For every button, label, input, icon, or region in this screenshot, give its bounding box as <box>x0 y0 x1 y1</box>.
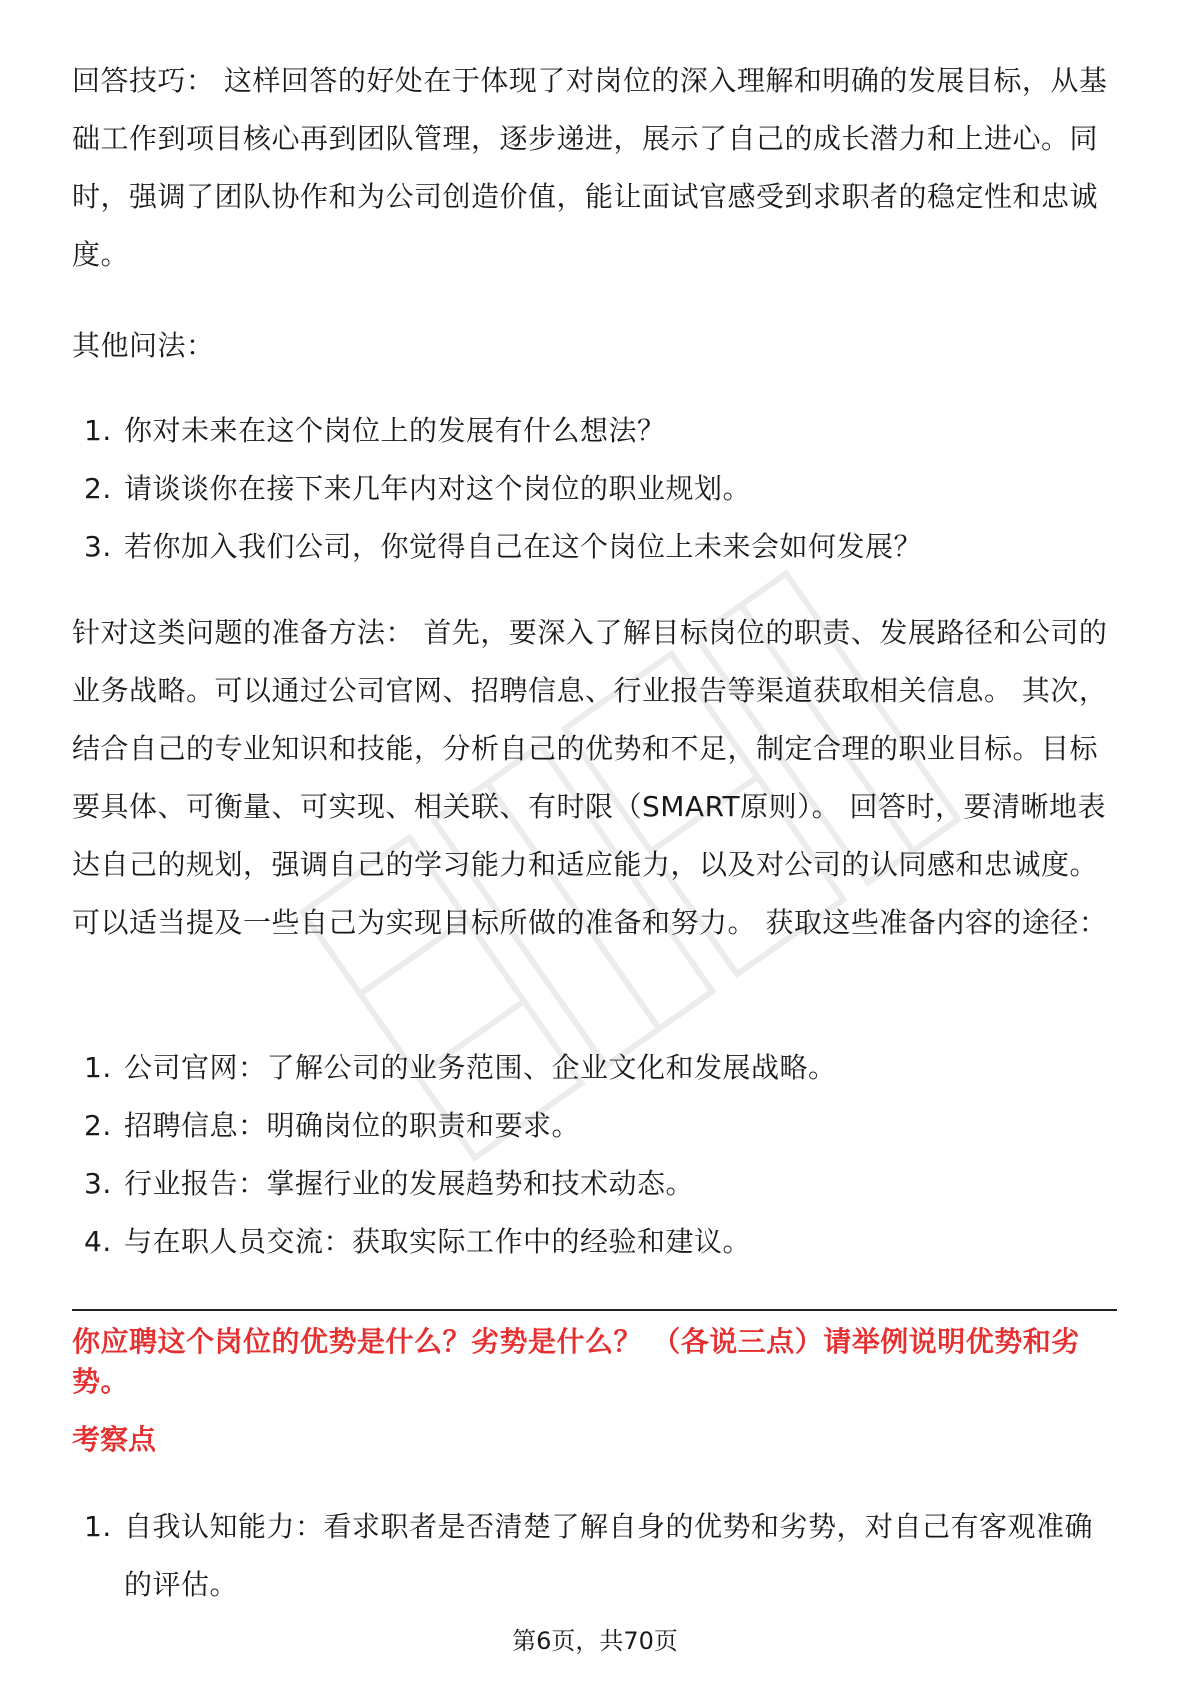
list-item <box>72 1498 1117 1614</box>
section-divider <box>72 1309 1117 1311</box>
list-item-text: 若你加入我们公司，你觉得自己在这个岗位上未来会如何发展？ <box>124 530 923 563</box>
list-item-text: 公司官网：了解公司的业务范围、企业文化和发展战略。 <box>124 1051 837 1084</box>
answer-tips-paragraph: 回答技巧： 这样回答的好处在于体现了对岗位的深入理解和明确的发展目标，从基础工作到项目核心再到团队管理，逐步递进，展示了自己的成长潜力和上进心。同时，强调了团队协作和为公司创造价值，能让面试官感受到求职者的稳定性和忠诚度。 <box>72 64 1108 271</box>
list-item-number: 1. <box>84 414 112 447</box>
list-item-number: 1. <box>84 1051 112 1084</box>
list-item-text: 招聘信息：明确岗位的职责和要求。 <box>124 1109 581 1142</box>
list-item-text: 与在职人员交流：获取实际工作中的经验和建议。 <box>124 1225 752 1258</box>
list-item-text: 请谈谈你在接下来几年内对这个岗位的职业规划。 <box>124 472 752 505</box>
list-item-number: 3. <box>84 1167 112 1200</box>
list-item <box>72 1155 1117 1213</box>
list-item-number: 4. <box>84 1225 112 1258</box>
page-footer: 第6页，共70页 <box>512 1627 678 1655</box>
list-item <box>72 1213 1117 1271</box>
channels-list <box>72 1039 1117 1271</box>
list-item <box>72 402 1117 460</box>
section-title: 考察点 <box>72 1423 157 1456</box>
list-item-text: 行业报告：掌握行业的发展趋势和技术动态。 <box>124 1167 695 1200</box>
list-item-text: 你对未来在这个岗位上的发展有什么想法？ <box>124 414 666 447</box>
other-questions-label: 其他问法： <box>72 329 215 362</box>
list-item-number: 2. <box>84 472 112 505</box>
list-item <box>72 460 1117 518</box>
list-item <box>72 1039 1117 1097</box>
list-item-number: 3. <box>84 530 112 563</box>
list-item <box>72 1097 1117 1155</box>
list-item-text: 自我认知能力：看求职者是否清楚了解自身的优势和劣势，对自己有客观准确的评估。 <box>124 1510 1094 1601</box>
other-questions-list <box>72 402 1117 576</box>
list-item-number: 1. <box>84 1510 112 1543</box>
preparation-method-paragraph: 针对这类问题的准备方法： 首先，要深入了解目标岗位的职责、发展路径和公司的业务战略。可以通过公司官网、招聘信息、行业报告等渠道获取相关信息。 其次，结合自己的专业知识和技能，分析自己的优势和不足，制定合理的职业目标。目标要具体、可衡量、可实现、相关联、有时限（SMART原则）。 回答时，要清晰地表达自己的规划，强调自己的学习能力和适应能力，以及对公司的认同感和忠诚度。可以适当提及一些自己为实现目标所做的准备和努力。 获取这些准备内容的途径： <box>72 616 1108 939</box>
list-item <box>72 518 1117 576</box>
assessment-points-list <box>72 1498 1117 1614</box>
question-heading: 你应聘这个岗位的优势是什么？劣势是什么？ （各说三点）请举例说明优势和劣势。 <box>72 1325 1080 1398</box>
list-item-number: 2. <box>84 1109 112 1142</box>
